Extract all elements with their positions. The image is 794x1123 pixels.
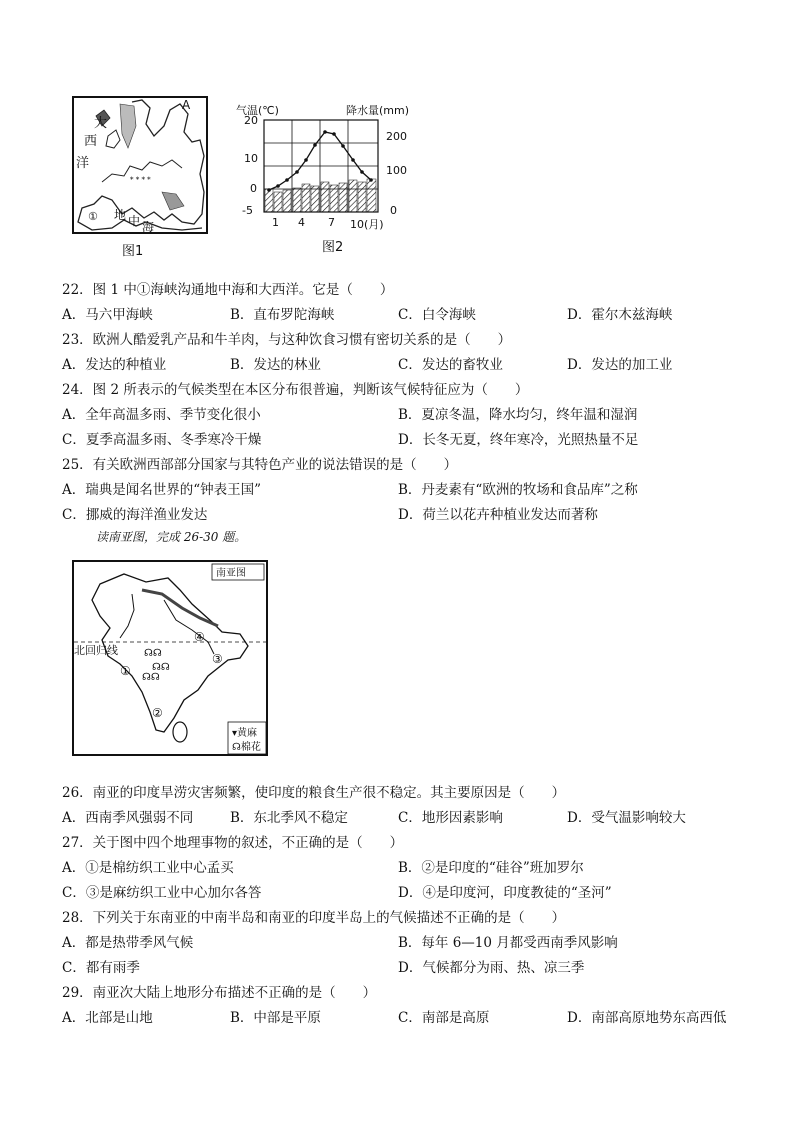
cotton-icon: ☊ bbox=[232, 742, 241, 753]
q25-option-d[interactable]: D．荷兰以花卉种植业发达而著称 bbox=[398, 507, 598, 523]
svg-text:* * * *: * * * * bbox=[130, 176, 151, 184]
q28-option-c[interactable]: C．都有雨季 bbox=[62, 960, 140, 976]
q29-option-a[interactable]: A．北部是山地 bbox=[62, 1010, 153, 1026]
q23-option-b[interactable]: B．发达的林业 bbox=[230, 357, 321, 373]
right-axis-title: 降水量(mm) bbox=[346, 104, 410, 117]
reading-instruction: 读南亚图，完成 26-30 题。 bbox=[96, 530, 247, 544]
q27-option-d[interactable]: D．④是印度河，印度教徒的“圣河” bbox=[398, 885, 612, 901]
right-tick: 0 bbox=[390, 204, 397, 217]
svg-text:☊☊: ☊☊ bbox=[142, 672, 160, 683]
left-tick: 0 bbox=[250, 182, 257, 195]
q25-option-b[interactable]: B．丹麦素有“欧洲的牧场和食品库”之称 bbox=[398, 482, 638, 498]
legend-cotton: ☊棉花 bbox=[232, 742, 261, 753]
map-label-yang: 洋 bbox=[76, 156, 90, 171]
figure-1-caption: 图1 bbox=[122, 244, 144, 259]
map-label-hai: 海 bbox=[142, 220, 155, 234]
q26-option-c[interactable]: C．地形因素影响 bbox=[398, 810, 503, 826]
q24-option-d[interactable]: D．长冬无夏，终年寒冷，光照热量不足 bbox=[398, 432, 639, 448]
q25-option-a[interactable]: A．瑞典是闻名世界的“钟表王国” bbox=[62, 482, 262, 498]
q26-option-a[interactable]: A．西南季风强弱不同 bbox=[62, 810, 194, 826]
left-tick: 20 bbox=[244, 114, 258, 127]
q28-option-d[interactable]: D．气候都分为雨、热、凉三季 bbox=[398, 960, 585, 976]
right-tick: 100 bbox=[386, 164, 407, 177]
left-tick: -5 bbox=[242, 204, 253, 217]
q22-option-a[interactable]: A．马六甲海峡 bbox=[62, 307, 153, 323]
q27-option-a[interactable]: A．①是棉纺织工业中心孟买 bbox=[62, 860, 234, 876]
question-27-stem: 27．关于图中四个地理事物的叙述，不正确的是（ ） bbox=[62, 835, 404, 851]
q27-option-c[interactable]: C．③是麻纺织工业中心加尔各答 bbox=[62, 885, 262, 901]
marker-1: ① bbox=[120, 664, 131, 678]
q24-option-b[interactable]: B．夏凉冬温，降水均匀，终年温和湿润 bbox=[398, 407, 638, 423]
q24-option-c[interactable]: C．夏季高温多雨、冬季寒冷干燥 bbox=[62, 432, 262, 448]
right-tick: 200 bbox=[386, 130, 407, 143]
map-marker-1: ① bbox=[88, 210, 98, 223]
x-tick: 7 bbox=[328, 216, 335, 229]
marker-2: ② bbox=[152, 706, 163, 720]
tropic-label: 北回归线 bbox=[74, 644, 118, 657]
map-label-xi: 西 bbox=[84, 134, 98, 149]
map-label-di: 地 bbox=[114, 208, 127, 222]
q23-option-c[interactable]: C．发达的畜牧业 bbox=[398, 357, 503, 373]
q24-option-a[interactable]: A．全年高温多雨、季节变化很小 bbox=[62, 407, 261, 423]
question-26-stem: 26．南亚的印度旱涝灾害频繁，使印度的粮食生产很不稳定。其主要原因是（ ） bbox=[62, 785, 566, 801]
q23-option-d[interactable]: D．发达的加工业 bbox=[567, 357, 673, 373]
figure-2-caption: 图2 bbox=[322, 240, 344, 255]
question-22-stem: 22．图 1 中①海峡沟通地中海和大西洋。它是（ ） bbox=[62, 282, 394, 298]
x-tick: 1 bbox=[272, 216, 279, 229]
map-title: 南亚图 bbox=[216, 568, 246, 579]
question-23-stem: 23．欧洲人酷爱乳产品和牛羊肉，与这种饮食习惯有密切关系的是（ ） bbox=[62, 332, 512, 348]
q28-option-a[interactable]: A．都是热带季风气候 bbox=[62, 935, 194, 951]
map-marker-a: A bbox=[182, 98, 191, 112]
x-tick: 4 bbox=[298, 216, 305, 229]
question-24-stem: 24．图 2 所表示的气候类型在本区分布很普遍，判断该气候特征应为（ ） bbox=[62, 382, 529, 398]
q22-option-c[interactable]: C．白令海峡 bbox=[398, 307, 476, 323]
q26-option-d[interactable]: D．受气温影响较大 bbox=[567, 810, 686, 826]
figure-1 bbox=[72, 96, 208, 242]
question-28-stem: 28．下列关于东南亚的中南半岛和南亚的印度半岛上的气候描述不正确的是（ ） bbox=[62, 910, 566, 926]
left-axis-title: 气温(℃) bbox=[236, 104, 279, 117]
q28-option-b[interactable]: B．每年 6—10 月都受西南季风影响 bbox=[398, 935, 618, 951]
jute-icon: ▾ bbox=[232, 728, 238, 739]
svg-text:☊☊: ☊☊ bbox=[152, 662, 170, 673]
svg-text:☊☊: ☊☊ bbox=[144, 648, 162, 659]
q29-option-d[interactable]: D．南部高原地势东高西低 bbox=[567, 1010, 727, 1026]
left-tick: 10 bbox=[244, 152, 258, 165]
q23-option-a[interactable]: A．发达的种植业 bbox=[62, 357, 167, 373]
q29-option-c[interactable]: C．南部是高原 bbox=[398, 1010, 490, 1026]
q22-option-b[interactable]: B．直布罗陀海峡 bbox=[230, 307, 335, 323]
question-25-stem: 25．有关欧洲西部部分国家与其特色产业的说法错误的是（ ） bbox=[62, 457, 458, 473]
marker-4: ④ bbox=[194, 630, 205, 644]
question-29-stem: 29．南亚次大陆上地形分布描述不正确的是（ ） bbox=[62, 985, 377, 1001]
q22-option-d[interactable]: D．霍尔木兹海峡 bbox=[567, 307, 673, 323]
q25-option-c[interactable]: C．挪威的海洋渔业发达 bbox=[62, 507, 208, 523]
map-label-zhong: 中 bbox=[128, 214, 141, 228]
q26-option-b[interactable]: B．东北季风不稳定 bbox=[230, 810, 348, 826]
marker-3: ③ bbox=[212, 652, 223, 666]
q27-option-b[interactable]: B．②是印度的“硅谷”班加罗尔 bbox=[398, 860, 584, 876]
south-asia-map bbox=[72, 560, 268, 756]
x-tick: 10(月) bbox=[350, 218, 384, 231]
q29-option-b[interactable]: B．中部是平原 bbox=[230, 1010, 321, 1026]
legend-jute: ▾黄麻 bbox=[232, 728, 258, 739]
map-label-da: 大 bbox=[94, 116, 108, 131]
